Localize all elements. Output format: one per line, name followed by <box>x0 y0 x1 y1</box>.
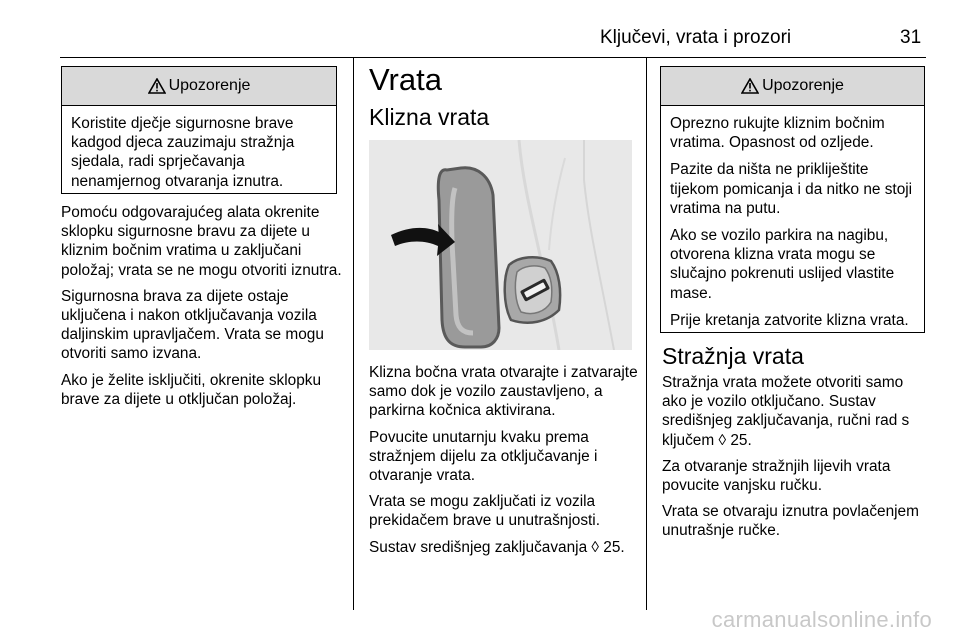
warning-text: Prije kretanja zatvorite klizna vrata. <box>670 311 909 329</box>
rear-door-heading: Stražnja vrata <box>662 343 804 369</box>
paragraph: Za otvaranje stražnjih lijevih vrata povucite vanjsku ručku. <box>662 457 891 495</box>
warning-triangle-icon <box>741 78 759 94</box>
col1-text <box>61 203 342 416</box>
warning-text: Koristite dječje sigurnosne brave kadgod djeca zauzimaju stražnja sjedala, radi sprječavanja nenamjernog otvaranja iznutra. <box>71 115 295 190</box>
warning-text: Oprezno rukujte kliznim bočnim vratima. Opasnost od ozljede. <box>670 115 885 152</box>
section-heading: Vrata <box>369 62 442 97</box>
paragraph: Ako je želite isključiti, okrenite sklopku brave za dijete u otključan položaj. <box>61 371 322 408</box>
warning-title: Upozorenje <box>168 77 251 94</box>
paragraph: Klizna bočna vrata otvarajte i zatvarajte samo dok je vozilo zaustavljeno, a parkirna kočnica aktivirana. <box>369 364 638 420</box>
central-locking-reference: Sustav središnjeg zaključavanja ◊ 25. <box>369 538 625 556</box>
warning-body <box>661 106 924 344</box>
warning-triangle-icon <box>148 78 166 94</box>
subsection-heading: Klizna vrata <box>369 104 490 130</box>
warning-title: Upozorenje <box>762 77 844 94</box>
sliding-door-handle-figure <box>369 140 632 350</box>
warning-header <box>62 67 336 106</box>
column-divider-left <box>353 58 354 610</box>
warning-header <box>661 67 924 106</box>
sliding-door-warning-box <box>660 66 925 333</box>
paragraph: Pomoću odgovarajućeg alata okrenite sklopku sigurnosne bravu za dijete u kliznim bočnim vratima u zaključani položaj; vrata se ne mogu otvoriti iznutra. <box>61 204 342 279</box>
paragraph: Vrata se mogu zaključati iz vozila prekidačem brave u unutrašnjosti. <box>369 493 600 530</box>
warning-body <box>62 106 336 205</box>
warning-text: Pazite da ništa ne prikliještite tijekom pomicanja i da nitko ne stoji vratima na putu. <box>670 161 913 217</box>
page-header-title: Ključevi, vrata i prozori <box>600 27 792 48</box>
paragraph: Vrata se otvaraju iznutra povlačenjem unutrašnje ručke. <box>662 503 919 540</box>
page-number: 31 <box>900 27 922 48</box>
warning-text: Ako se vozilo parkira na nagibu, otvorena klizna vrata mogu se slučajno pokrenuti uslijed vlastite mase. <box>670 227 895 302</box>
watermark-text: carmanualsonline.info <box>711 607 932 632</box>
column-divider-right <box>646 58 647 610</box>
col3-text <box>662 373 932 548</box>
child-lock-warning-box <box>61 66 337 194</box>
col2-text <box>369 363 639 564</box>
paragraph: Stražnja vrata možete otvoriti samo ako je vozilo otključano. Sustav središnjeg zaključavanja, ručni rad s ključem ◊ 25. <box>662 374 910 449</box>
paragraph: Povucite unutarnju kvaku prema stražnjem dijelu za otključavanje i otvaranje vrata. <box>369 428 598 485</box>
paragraph: Sigurnosna brava za dijete ostaje uključena i nakon otključavanja vozila daljinskim upravljačem. Vrata se mogu otvoriti samo izvana. <box>61 287 324 363</box>
header-rule <box>60 57 926 58</box>
